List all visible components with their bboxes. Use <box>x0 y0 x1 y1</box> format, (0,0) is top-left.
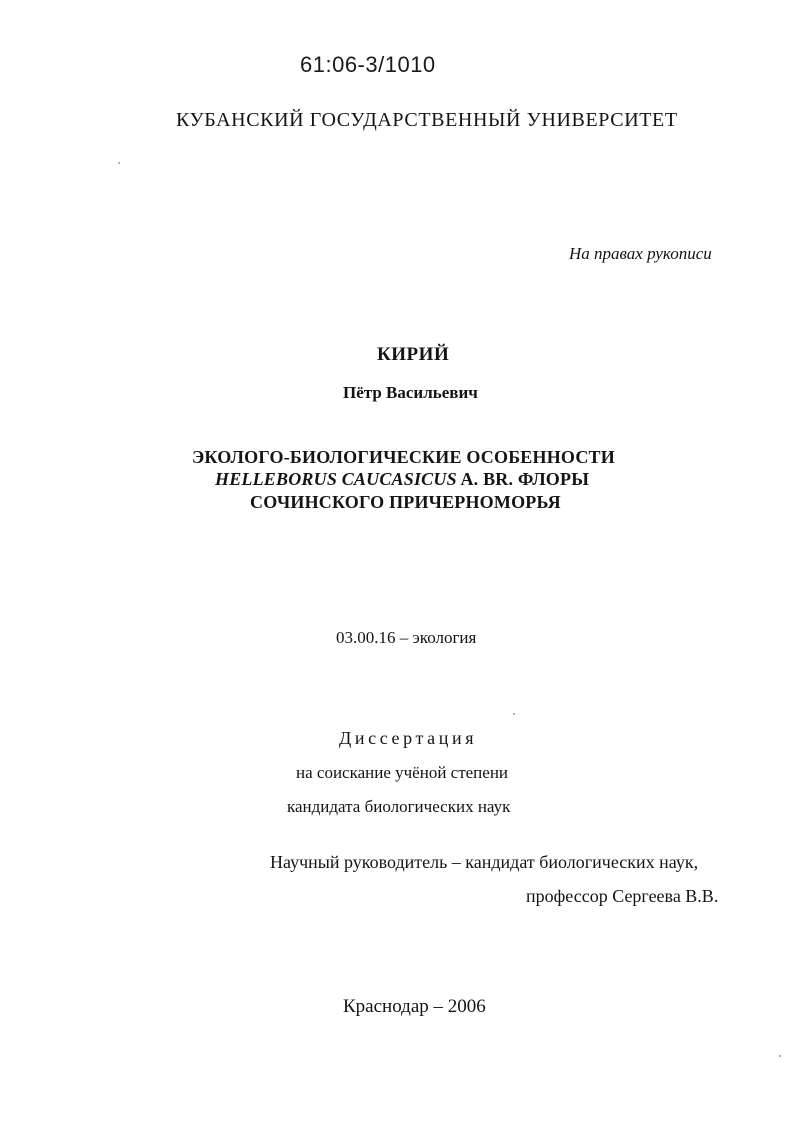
catalog-number: 61:06-3/1010 <box>300 52 436 77</box>
degree-line-1: на соискание учёной степени <box>296 763 509 782</box>
scan-speck <box>779 1055 781 1057</box>
advisor-line-2: профессор Сергеева В.В. <box>526 886 719 906</box>
advisor-line-1: Научный руководитель – кандидат биологических наук, <box>270 852 699 872</box>
university-name: КУБАНСКИЙ ГОСУДАРСТВЕННЫЙ УНИВЕРСИТЕТ <box>176 109 678 131</box>
dissertation-title-line-3: СОЧИНСКОГО ПРИЧЕРНОМОРЬЯ <box>250 492 561 512</box>
dissertation-title-line-2 <box>215 469 589 490</box>
dissertation-title-line-1: ЭКОЛОГО-БИОЛОГИЧЕСКИЕ ОСОБЕННОСТИ <box>192 447 615 467</box>
degree-line-2: кандидата биологических наук <box>287 797 511 816</box>
scan-speck <box>513 713 515 715</box>
species-latin-name: HELLEBORUS CAUCASICUS <box>215 469 457 489</box>
scan-speck <box>118 162 120 164</box>
author-surname: КИРИЙ <box>377 344 450 365</box>
city-year: Краснодар – 2006 <box>343 996 486 1017</box>
manuscript-rights-note: На правах рукописи <box>569 244 712 263</box>
title-line-2-rest: A. BR. ФЛОРЫ <box>456 469 590 489</box>
specialty-code: 03.00.16 – экология <box>336 628 477 647</box>
work-type: Диссертация <box>339 728 478 748</box>
author-given-names: Пётр Васильевич <box>343 383 478 402</box>
